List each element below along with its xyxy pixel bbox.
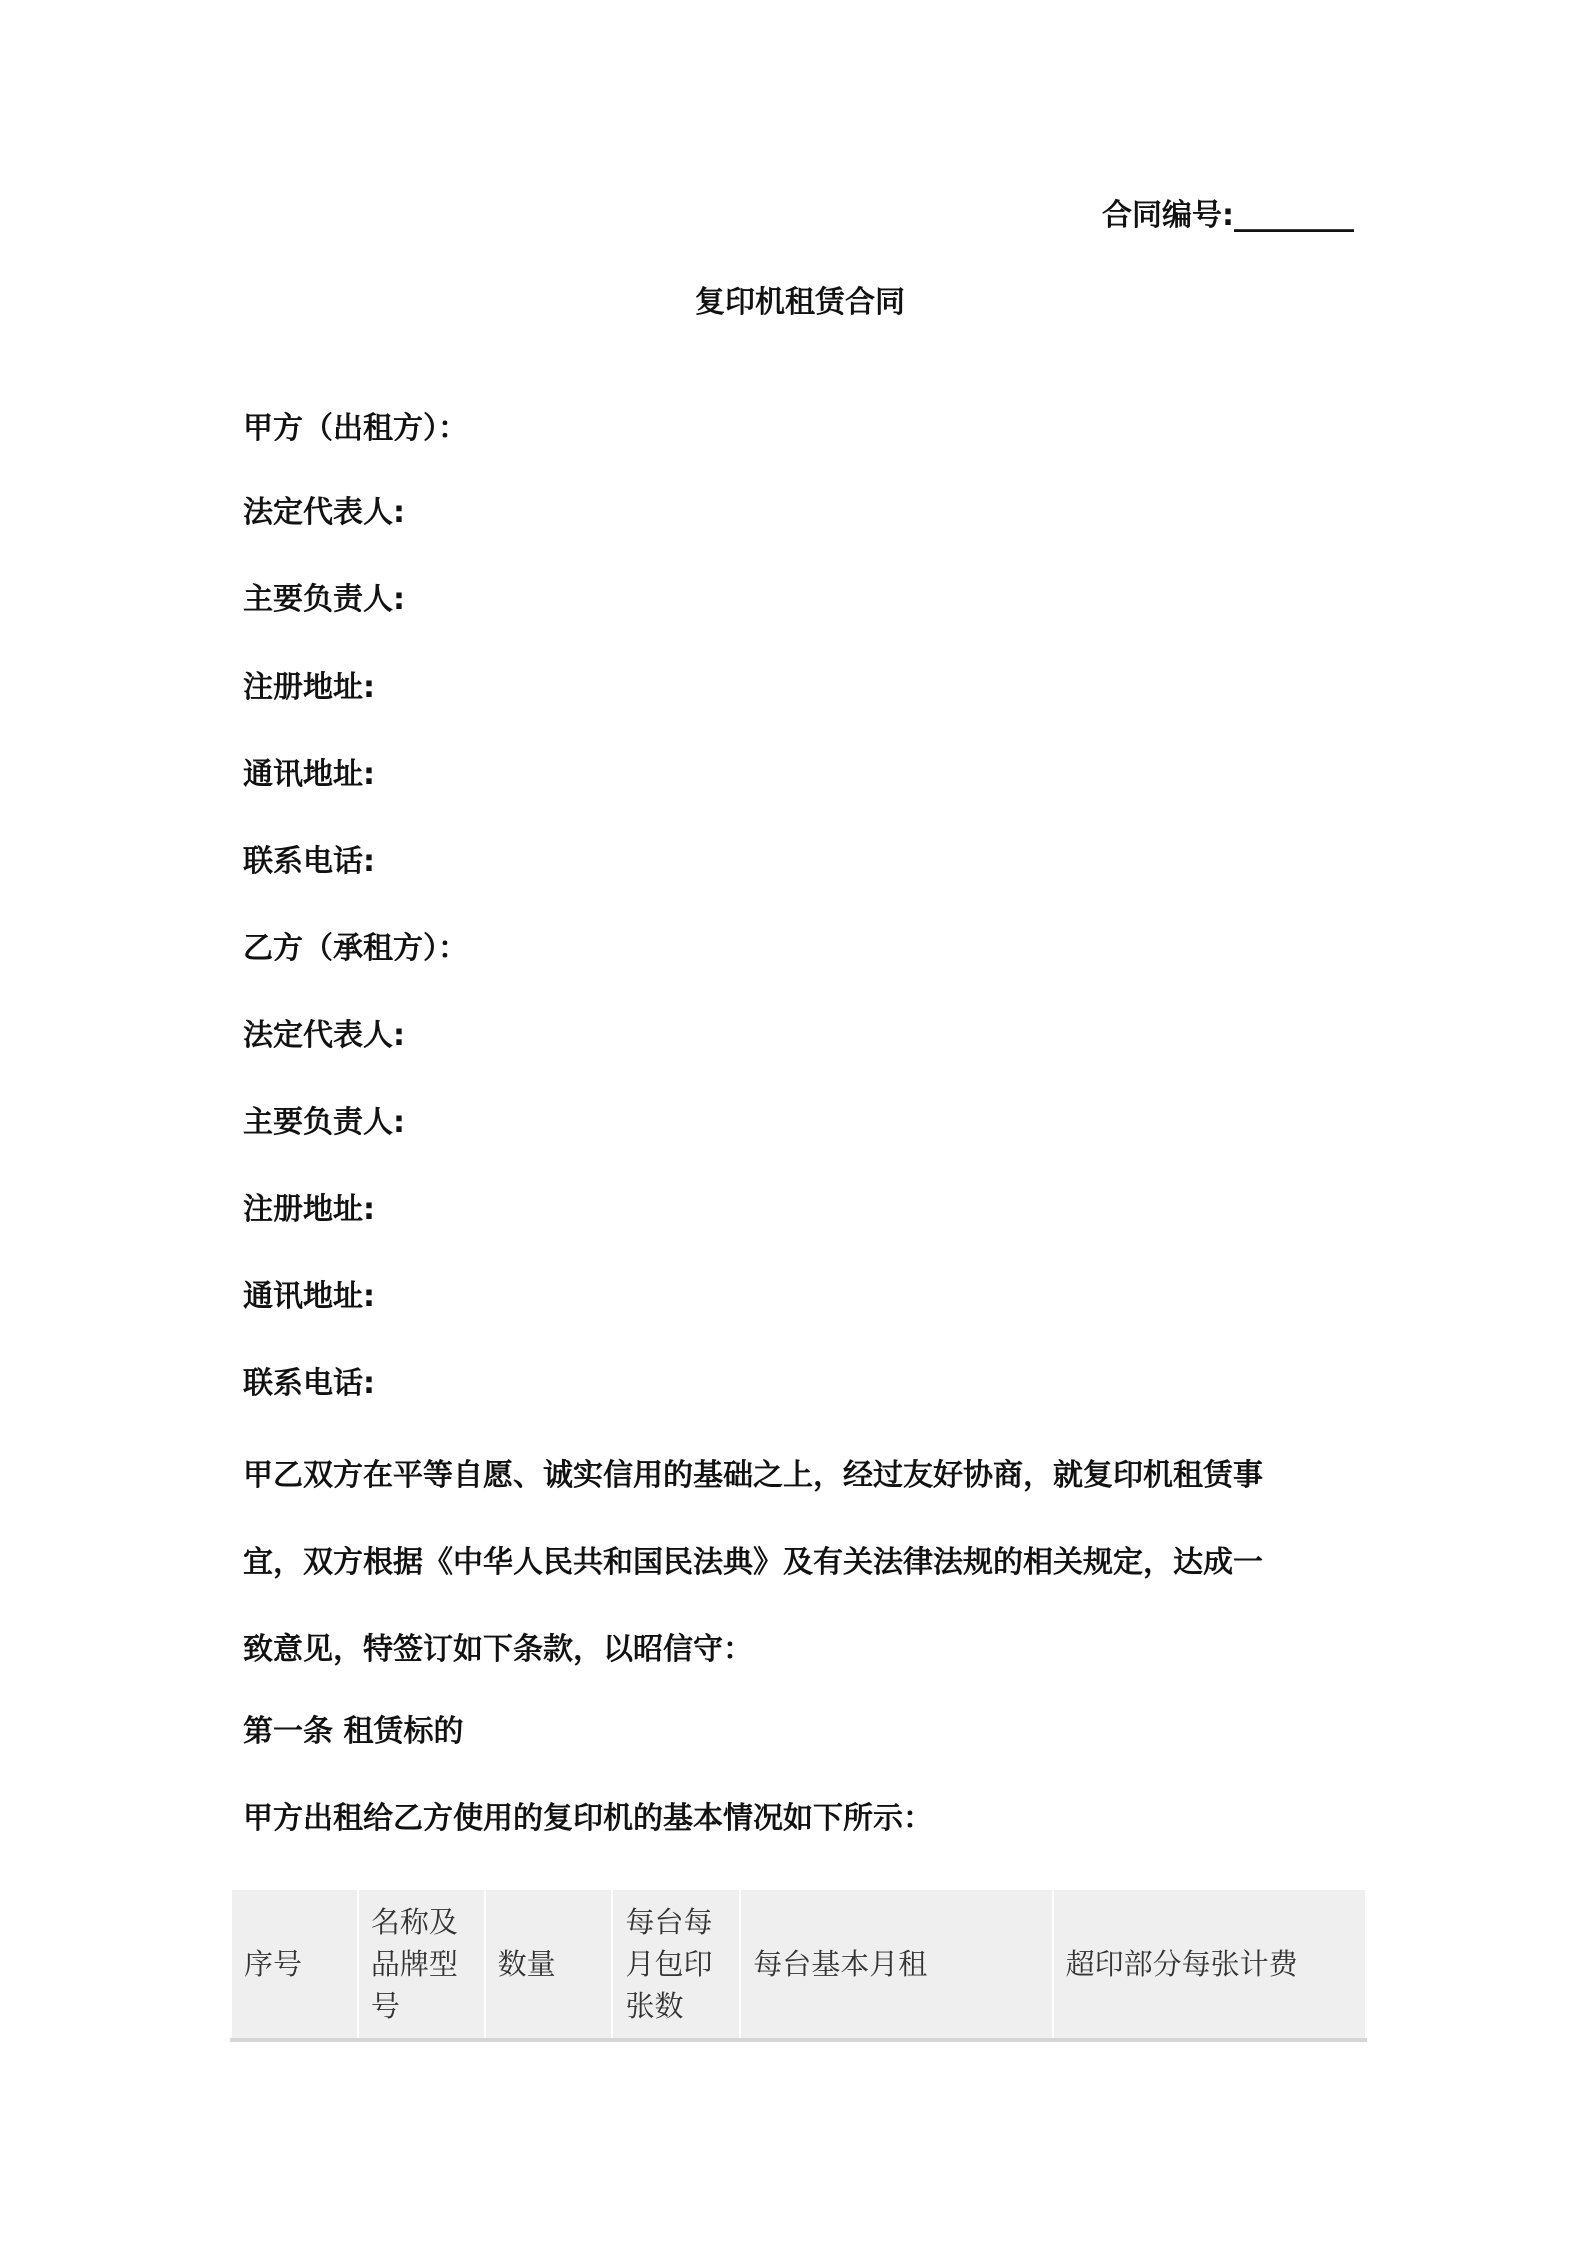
party-b-reg-address: 注册地址: xyxy=(243,1192,375,1227)
party-a-reg-address: 注册地址: xyxy=(243,670,375,705)
table-header-cell: 名称及品牌型号 xyxy=(358,1889,485,2040)
rental-items-table xyxy=(230,1888,1367,2042)
table-header-cell: 序号 xyxy=(231,1889,358,2040)
document-title: 复印机租赁合同 xyxy=(695,285,905,320)
party-a-heading: 甲方（出租方）： xyxy=(243,411,468,446)
contract-number: 合同编号:________ xyxy=(1102,198,1354,233)
party-a-legal-rep: 法定代表人: xyxy=(243,495,405,530)
table-header-cell: 数量 xyxy=(485,1889,613,2040)
preamble-line: 宜，双方根据《中华人民共和国民法典》及有关法律法规的相关规定，达成一 xyxy=(243,1545,1263,1580)
party-b-phone: 联系电话: xyxy=(243,1366,375,1401)
preamble-line: 致意见，特签订如下条款，以昭信守： xyxy=(243,1632,753,1667)
party-b-mail-address: 通讯地址: xyxy=(243,1279,375,1314)
preamble-paragraph xyxy=(243,1432,1363,1693)
table-header-row xyxy=(231,1889,1366,2040)
table-header-cell: 超印部分每张计费 xyxy=(1053,1889,1366,2040)
party-a-mail-address: 通讯地址: xyxy=(243,757,375,792)
party-b-heading: 乙方（承租方）： xyxy=(243,931,468,966)
table-header-cell: 每台每月包印张数 xyxy=(612,1889,740,2040)
party-a-principal: 主要负责人: xyxy=(243,582,405,617)
party-b-legal-rep: 法定代表人: xyxy=(243,1018,405,1053)
table-header-cell: 每台基本月租 xyxy=(740,1889,1052,2040)
article-1-heading: 第一条 租赁标的 xyxy=(243,1714,464,1749)
article-1-intro: 甲方出租给乙方使用的复印机的基本情况如下所示： xyxy=(243,1801,933,1836)
party-a-phone: 联系电话: xyxy=(243,844,375,879)
preamble-line: 甲乙双方在平等自愿、诚实信用的基础之上，经过友好协商，就复印机租赁事 xyxy=(243,1458,1263,1493)
party-b-principal: 主要负责人: xyxy=(243,1105,405,1140)
